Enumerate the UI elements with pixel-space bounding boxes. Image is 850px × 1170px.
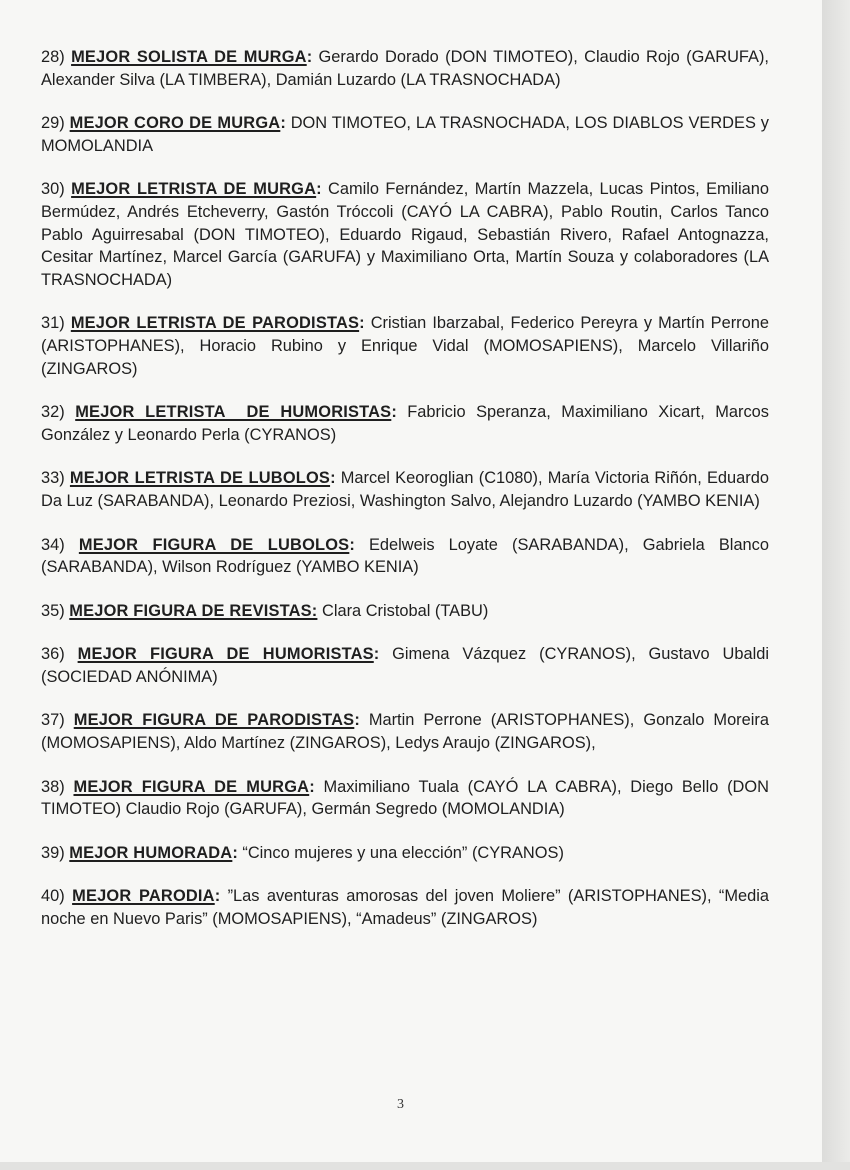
award-item	[41, 467, 769, 512]
award-colon: :	[330, 469, 336, 488]
award-winners: Martin Perrone (ARISTOPHANES), Gonzalo Moreira (MOMOSAPIENS), Aldo Martínez (ZINGAROS), Ledys Araujo (ZINGAROS),	[41, 711, 769, 753]
award-category: MEJOR HUMORADA	[69, 843, 233, 862]
award-item	[41, 46, 769, 91]
award-category: MEJOR CORO DE MURGA	[69, 114, 281, 133]
award-winners: Gerardo Dorado (DON TIMOTEO), Claudio Rojo (GARUFA), Alexander Silva (LA TIMBERA), Damián Luzardo (LA TRASNOCHADA)	[41, 48, 769, 89]
award-winners: Fabricio Speranza, Maximiliano Xicart, Marcos González y Leonardo Perla (CYRANOS)	[41, 403, 769, 444]
award-number: 32)	[41, 403, 65, 422]
award-category: MEJOR PARODIA	[72, 887, 215, 906]
award-winners: Maximiliano Tuala (CAYÓ LA CABRA), Diego Bello (DON TIMOTEO) Claudio Rojo (GARUFA), Germán Segredo (MOMOLANDIA)	[41, 777, 769, 819]
scan-bottom-edge	[0, 1162, 850, 1170]
award-item	[41, 709, 769, 754]
award-number: 34)	[41, 535, 65, 554]
award-item	[41, 178, 769, 291]
award-winners: Cristian Ibarzabal, Federico Pereyra y Martín Perrone (ARISTOPHANES), Horacio Rubino y Enrique Vidal (MOMOSAPIENS), Marcelo Villariño (ZINGAROS)	[41, 314, 769, 378]
award-item	[41, 842, 769, 865]
award-winners: DON TIMOTEO, LA TRASNOCHADA, LOS DIABLOS VERDES y MOMOLANDIA	[41, 114, 769, 155]
award-item	[41, 885, 769, 930]
award-number: 38)	[41, 777, 65, 796]
award-item	[41, 534, 769, 579]
award-item	[41, 600, 769, 623]
award-colon: :	[280, 114, 286, 133]
page-number: 3	[397, 1097, 404, 1112]
award-colon: :	[306, 48, 313, 66]
award-number: 31)	[41, 314, 65, 333]
award-number: 28)	[41, 48, 65, 66]
award-colon: :	[316, 180, 322, 199]
award-number: 35)	[41, 601, 65, 620]
award-item	[41, 401, 769, 446]
award-category: MEJOR LETRISTA DE LUBOLOS	[69, 469, 331, 488]
award-colon: :	[214, 887, 221, 906]
award-item	[41, 112, 769, 157]
award-category: MEJOR FIGURA DE REVISTAS:	[69, 601, 318, 620]
award-colon: :	[309, 777, 315, 796]
award-winners: Clara Cristobal (TABU)	[321, 601, 489, 620]
award-number: 36)	[41, 645, 65, 664]
award-list	[41, 46, 769, 952]
award-winners: ”Las aventuras amorosas del joven Moliere” (ARISTOPHANES), “Media noche en Nuevo Paris” (MOMOSAPIENS), “Amadeus” (ZINGAROS)	[41, 887, 770, 929]
award-category: MEJOR SOLISTA DE MURGA	[71, 48, 307, 66]
award-category: MEJOR LETRISTA DE MURGA	[71, 180, 317, 199]
award-number: 39)	[41, 843, 65, 862]
award-winners: Marcel Keoroglian (C1080), María Victoria Riñón, Eduardo Da Luz (SARABANDA), Leonardo Preziosi, Washington Salvo, Alejandro Luzardo (YAMBO KENIA)	[41, 469, 769, 510]
award-item	[41, 643, 769, 688]
award-colon: :	[391, 403, 397, 422]
award-colon: :	[373, 645, 380, 664]
award-category: MEJOR LETRISTA DE HUMORISTAS	[75, 403, 392, 422]
award-item	[41, 312, 769, 380]
award-category: MEJOR FIGURA DE MURGA	[73, 777, 310, 796]
award-item	[41, 776, 769, 821]
award-winners: Gimena Vázquez (CYRANOS), Gustavo Ubaldi (SOCIEDAD ANÓNIMA)	[41, 645, 769, 686]
award-number: 29)	[41, 114, 65, 133]
award-winners: “Cinco mujeres y una elección” (CYRANOS)	[242, 843, 564, 862]
award-number: 37)	[41, 711, 65, 730]
award-number: 40)	[41, 887, 65, 906]
scan-edge	[822, 0, 850, 1170]
award-category: MEJOR FIGURA DE LUBOLOS	[78, 535, 350, 554]
award-number: 30)	[41, 180, 65, 199]
award-number: 33)	[41, 469, 65, 488]
award-category: MEJOR FIGURA DE HUMORISTAS	[77, 645, 374, 664]
award-winners: Edelweis Loyate (SARABANDA), Gabriela Blanco (SARABANDA), Wilson Rodríguez (YAMBO KENIA)	[41, 535, 769, 577]
award-colon: :	[349, 535, 355, 554]
award-colon: :	[354, 711, 360, 730]
award-category: MEJOR FIGURA DE PARODISTAS	[73, 711, 355, 730]
award-colon: :	[232, 843, 238, 862]
award-category: MEJOR LETRISTA DE PARODISTAS	[70, 314, 360, 333]
award-winners: Camilo Fernández, Martín Mazzela, Lucas Pintos, Emiliano Bermúdez, Andrés Etcheverry, Gastón Tróccoli (CAYÓ LA CABRA), Pablo Routin, Carlos Tanco Pablo Aguirresabal (DON TIMOTEO), Eduardo Rigaud, Sebastián Rivero, Rafael Antognazza, Cesitar Martínez, Marcel García (GARUFA) y Maximiliano Orta, Martín Souza y colaboradores (LA TRASNOCHADA)	[41, 180, 769, 289]
award-colon: :	[359, 314, 365, 333]
